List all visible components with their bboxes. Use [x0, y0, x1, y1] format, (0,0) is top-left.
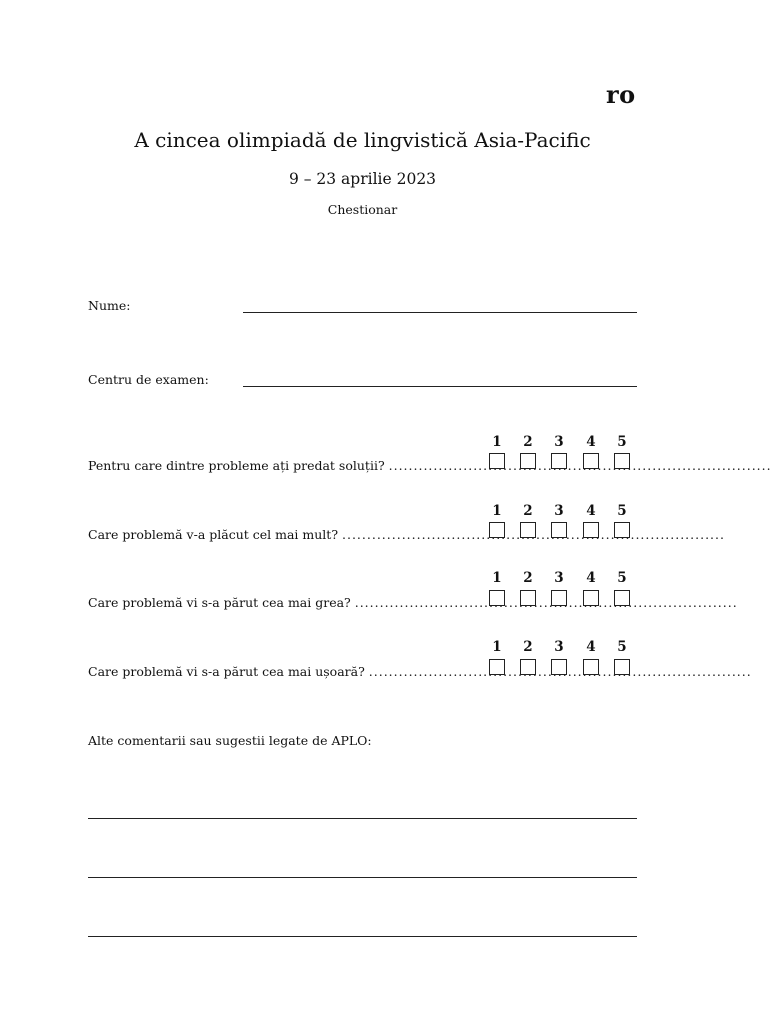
option-number: 5 [617, 503, 627, 519]
checkbox[interactable] [614, 522, 630, 538]
option-number: 4 [586, 503, 596, 519]
option-numbers-row [485, 503, 637, 519]
checkbox[interactable] [614, 590, 630, 606]
checkbox[interactable] [520, 590, 536, 606]
option-number: 2 [523, 639, 533, 655]
option-number: 5 [617, 570, 627, 586]
language-code: ro [606, 80, 636, 109]
question-text: Care problemă v-a plăcut cel mai mult? [88, 527, 339, 542]
comment-line[interactable] [88, 936, 637, 937]
option-number: 3 [554, 503, 564, 519]
checkbox[interactable] [520, 659, 536, 675]
checkbox[interactable] [614, 453, 630, 469]
question-row: Care problemă v-a plăcut cel mai mult? ............................................................................. [88, 527, 725, 542]
checkbox[interactable] [551, 453, 567, 469]
option-number: 4 [586, 570, 596, 586]
option-numbers-row [485, 639, 637, 655]
option-number: 4 [586, 434, 596, 450]
checkbox[interactable] [551, 522, 567, 538]
option-number: 3 [554, 434, 564, 450]
checkbox[interactable] [583, 522, 599, 538]
event-dates: 9 – 23 aprilie 2023 [288, 170, 437, 188]
checkbox-row [485, 590, 637, 610]
page-subtitle: Chestionar [327, 202, 398, 217]
checkbox[interactable] [520, 522, 536, 538]
option-number: 1 [492, 503, 502, 519]
option-number: 1 [492, 434, 502, 450]
option-number: 3 [554, 570, 564, 586]
checkbox[interactable] [583, 453, 599, 469]
question-row: Pentru care dintre probleme ați predat soluții? ............................................................................. [88, 458, 772, 473]
checkbox[interactable] [489, 453, 505, 469]
checkbox[interactable] [583, 590, 599, 606]
option-number: 5 [617, 639, 627, 655]
checkbox[interactable] [583, 659, 599, 675]
question-row: Care problemă vi s-a părut cea mai ușoară? ............................................................................. [88, 664, 752, 679]
option-number: 2 [523, 503, 533, 519]
exam-center-label: Centru de examen: [88, 372, 209, 387]
checkbox-row [485, 659, 637, 679]
option-number: 2 [523, 570, 533, 586]
name-label: Nume: [88, 298, 131, 313]
checkbox[interactable] [489, 590, 505, 606]
checkbox[interactable] [489, 659, 505, 675]
checkbox-row [485, 522, 637, 542]
option-number: 1 [492, 639, 502, 655]
checkbox[interactable] [551, 659, 567, 675]
question-text: Pentru care dintre probleme ați predat soluții? [88, 458, 385, 473]
question-text: Care problemă vi s-a părut cea mai grea? [88, 595, 351, 610]
question-text: Care problemă vi s-a părut cea mai ușoară? [88, 664, 365, 679]
comment-line[interactable] [88, 877, 637, 878]
exam-center-field[interactable] [243, 386, 637, 387]
option-numbers-row [485, 434, 637, 450]
name-field[interactable] [243, 312, 637, 313]
option-number: 4 [586, 639, 596, 655]
option-number: 1 [492, 570, 502, 586]
page-title: A cincea olimpiadă de lingvistică Asia-Pacific [134, 128, 591, 152]
comment-line[interactable] [88, 818, 637, 819]
option-number: 5 [617, 434, 627, 450]
checkbox[interactable] [520, 453, 536, 469]
question-row: Care problemă vi s-a părut cea mai grea? ............................................................................. [88, 595, 738, 610]
checkbox[interactable] [489, 522, 505, 538]
checkbox[interactable] [551, 590, 567, 606]
checkbox-row [485, 453, 637, 473]
comments-label: Alte comentarii sau sugestii legate de APLO: [88, 733, 372, 748]
option-number: 3 [554, 639, 564, 655]
option-numbers-row [485, 570, 637, 586]
checkbox[interactable] [614, 659, 630, 675]
option-number: 2 [523, 434, 533, 450]
